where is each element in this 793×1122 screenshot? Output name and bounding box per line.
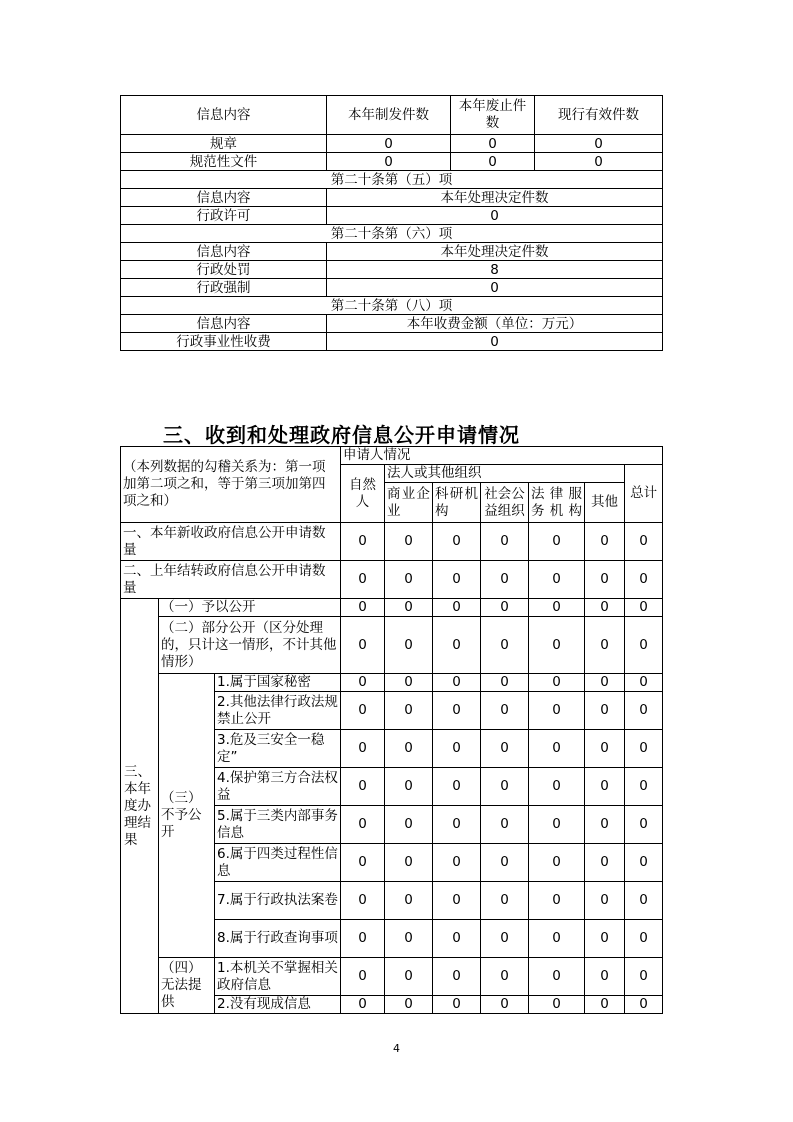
- cell-value: 0: [433, 674, 481, 692]
- row-label: 2.没有现成信息: [215, 996, 341, 1014]
- deny-label: （三）不予公开: [159, 674, 215, 958]
- cell-value: 0: [433, 523, 481, 561]
- header-cell: 信息内容: [121, 315, 327, 333]
- row-label: 5.属于三类内部事务信息: [215, 806, 341, 844]
- cell-value: 0: [625, 996, 663, 1014]
- header-cell: 本年处理决定件数: [327, 189, 663, 207]
- natural-person-header: 自然人: [341, 465, 385, 523]
- cell-value: 0: [433, 692, 481, 730]
- cell-value: 0: [585, 599, 625, 617]
- cell-value: 0: [327, 333, 663, 351]
- cell-value: 0: [327, 153, 451, 171]
- cell-value: 0: [433, 730, 481, 768]
- cell-value: 0: [625, 730, 663, 768]
- cell-value: 0: [529, 674, 585, 692]
- table-row: [121, 135, 663, 153]
- cell-value: 0: [433, 958, 481, 996]
- cell-value: 0: [585, 844, 625, 882]
- cell-value: 0: [451, 135, 535, 153]
- cell-value: 0: [529, 523, 585, 561]
- header-cell: 本年废止件数: [451, 96, 535, 135]
- cell-value: 0: [529, 958, 585, 996]
- cell-value: 0: [385, 920, 433, 958]
- cell-value: 0: [625, 674, 663, 692]
- row-label: 二、上年结转政府信息公开申请数量: [121, 561, 341, 599]
- cell-value: 0: [585, 561, 625, 599]
- cell-value: 0: [341, 996, 385, 1014]
- cell-value: 0: [433, 920, 481, 958]
- row-label: 8.属于行政查询事项: [215, 920, 341, 958]
- section-title: 第二十条第（五）项: [121, 171, 663, 189]
- cell-value: 0: [585, 692, 625, 730]
- cell-value: 0: [625, 806, 663, 844]
- cell-value: 0: [529, 599, 585, 617]
- cell-value: 0: [481, 561, 529, 599]
- cell-value: 0: [529, 561, 585, 599]
- cell-value: 0: [327, 207, 663, 225]
- total-header: 总计: [625, 465, 663, 523]
- row-label: 1.本机关不掌握相关政府信息: [215, 958, 341, 996]
- cell-value: 0: [341, 617, 385, 674]
- cell-value: 0: [433, 617, 481, 674]
- cell-value: 0: [529, 806, 585, 844]
- cell-value: 0: [481, 674, 529, 692]
- cell-value: 0: [625, 523, 663, 561]
- cell-value: 0: [451, 153, 535, 171]
- row-label: 行政强制: [121, 279, 327, 297]
- cell-value: 0: [385, 561, 433, 599]
- row-label: 1.属于国家秘密: [215, 674, 341, 692]
- cell-value: 0: [433, 561, 481, 599]
- cell-value: 0: [481, 692, 529, 730]
- cell-value: 0: [625, 599, 663, 617]
- applicant-header: 申请人情况: [341, 447, 663, 465]
- cell-value: 0: [385, 882, 433, 920]
- cell-value: 0: [385, 996, 433, 1014]
- legal-col-header: 法律服务机构: [529, 483, 585, 523]
- row-label: 行政处罚: [121, 261, 327, 279]
- legal-col-header: 社会公益组织: [481, 483, 529, 523]
- cell-value: 0: [625, 617, 663, 674]
- cell-value: 0: [341, 882, 385, 920]
- cell-value: 0: [529, 768, 585, 806]
- table-row: [121, 153, 663, 171]
- cell-value: 0: [535, 153, 663, 171]
- header-cell: 信息内容: [121, 243, 327, 261]
- cell-value: 0: [529, 844, 585, 882]
- legal-col-header: 科研机构: [433, 483, 481, 523]
- cell-value: 0: [585, 882, 625, 920]
- cell-value: 0: [385, 674, 433, 692]
- cell-value: 0: [481, 599, 529, 617]
- cell-value: 0: [625, 844, 663, 882]
- cell-value: 0: [481, 617, 529, 674]
- cell-value: 0: [341, 523, 385, 561]
- cell-value: 0: [341, 958, 385, 996]
- cell-value: 0: [625, 882, 663, 920]
- section-heading: 三、收到和处理政府信息公开申请情况: [163, 423, 520, 447]
- cell-value: 0: [341, 844, 385, 882]
- cell-value: 0: [385, 730, 433, 768]
- row-label: 3.危及三安全一稳定”: [215, 730, 341, 768]
- cell-value: 0: [481, 730, 529, 768]
- cell-value: 0: [585, 768, 625, 806]
- cell-value: 0: [585, 730, 625, 768]
- row-label: 规范性文件: [121, 153, 327, 171]
- cell-value: 0: [433, 882, 481, 920]
- cell-value: 0: [585, 523, 625, 561]
- row-label: 4.保护第三方合法权益: [215, 768, 341, 806]
- header-cell: 本年处理决定件数: [327, 243, 663, 261]
- cell-value: 0: [585, 617, 625, 674]
- cell-value: 0: [341, 674, 385, 692]
- cell-value: 0: [433, 768, 481, 806]
- row-label: 行政许可: [121, 207, 327, 225]
- cell-value: 0: [481, 768, 529, 806]
- cell-value: 0: [341, 768, 385, 806]
- cell-value: 0: [385, 599, 433, 617]
- section-title: 第二十条第（八）项: [121, 297, 663, 315]
- cell-value: 0: [341, 692, 385, 730]
- cell-value: 0: [625, 692, 663, 730]
- cell-value: 0: [625, 561, 663, 599]
- table-row: [121, 617, 663, 674]
- cell-value: 0: [529, 617, 585, 674]
- cell-value: 0: [327, 279, 663, 297]
- document-stats-table: [120, 95, 663, 351]
- table-row: [121, 674, 663, 692]
- legal-col-header: 商业企业: [385, 483, 433, 523]
- cell-value: 0: [529, 692, 585, 730]
- section-title: 第二十条第（六）项: [121, 225, 663, 243]
- cell-value: 0: [481, 958, 529, 996]
- cell-value: 0: [481, 996, 529, 1014]
- row-label: 2.其他法律行政法规禁止公开: [215, 692, 341, 730]
- cell-value: 0: [385, 523, 433, 561]
- section3-label: 三、本年度办理结果: [121, 599, 159, 1014]
- cell-value: 0: [433, 844, 481, 882]
- cell-value: 0: [385, 617, 433, 674]
- cell-value: 0: [481, 844, 529, 882]
- cell-value: 0: [481, 523, 529, 561]
- cell-value: 0: [529, 996, 585, 1014]
- cell-value: 0: [481, 882, 529, 920]
- page-number: 4: [393, 1042, 400, 1055]
- header-cell: 信息内容: [121, 189, 327, 207]
- row-label: （二）部分公开（区分处理的，只计这一情形，不计其他情形）: [159, 617, 341, 674]
- cell-value: 0: [341, 920, 385, 958]
- table-row: [121, 958, 663, 996]
- table-row: [121, 561, 663, 599]
- cell-value: 0: [529, 920, 585, 958]
- header-cell: 本年制发件数: [327, 96, 451, 135]
- cell-value: 0: [433, 599, 481, 617]
- legal-entity-header: 法人或其他组织: [385, 465, 625, 483]
- cell-value: 0: [433, 806, 481, 844]
- cell-value: 0: [585, 996, 625, 1014]
- cell-value: 0: [385, 692, 433, 730]
- header-cell: 本年收费金额（单位：万元）: [327, 315, 663, 333]
- unable-label: （四）无法提供: [159, 958, 215, 1014]
- cell-value: 0: [385, 844, 433, 882]
- cell-value: 0: [341, 599, 385, 617]
- row-label: 一、本年新收政府信息公开申请数量: [121, 523, 341, 561]
- cell-value: 0: [385, 958, 433, 996]
- cell-value: 0: [625, 920, 663, 958]
- row-label: （一）予以公开: [159, 599, 341, 617]
- header-cell: 信息内容: [121, 96, 327, 135]
- cell-value: 0: [385, 806, 433, 844]
- cell-value: 0: [529, 882, 585, 920]
- cell-value: 0: [585, 958, 625, 996]
- cell-value: 0: [535, 135, 663, 153]
- cell-value: 0: [625, 768, 663, 806]
- table-row: [121, 523, 663, 561]
- cell-value: 0: [341, 730, 385, 768]
- cell-value: 0: [481, 920, 529, 958]
- header-cell: 现行有效件数: [535, 96, 663, 135]
- legal-col-header: 其他: [585, 483, 625, 523]
- row-label: 7.属于行政执法案卷: [215, 882, 341, 920]
- cell-value: 8: [327, 261, 663, 279]
- cell-value: 0: [529, 730, 585, 768]
- requests-table: [120, 446, 663, 1014]
- row-label: 6.属于四类过程性信息: [215, 844, 341, 882]
- cell-value: 0: [341, 561, 385, 599]
- cell-value: 0: [433, 996, 481, 1014]
- row-label: 行政事业性收费: [121, 333, 327, 351]
- cell-value: 0: [585, 674, 625, 692]
- cell-value: 0: [341, 806, 385, 844]
- corner-note: （本列数据的勾稽关系为：第一项加第二项之和，等于第三项加第四项之和）: [121, 447, 341, 523]
- cell-value: 0: [481, 806, 529, 844]
- cell-value: 0: [625, 958, 663, 996]
- table-row: [121, 599, 663, 617]
- cell-value: 0: [327, 135, 451, 153]
- cell-value: 0: [385, 768, 433, 806]
- cell-value: 0: [585, 806, 625, 844]
- cell-value: 0: [585, 920, 625, 958]
- row-label: 规章: [121, 135, 327, 153]
